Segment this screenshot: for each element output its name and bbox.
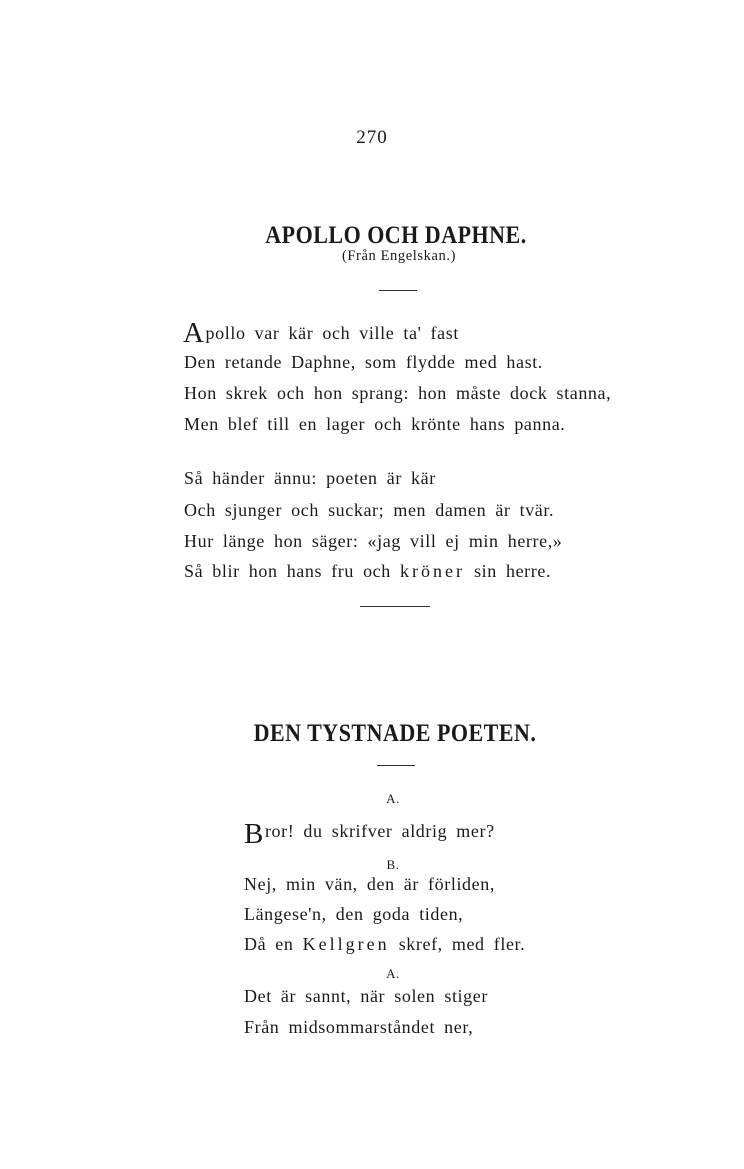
- title-divider: [379, 290, 417, 291]
- poem2-line3: Längese'n, den goda tiden,: [244, 904, 464, 924]
- poem2-line4-start: Då en: [244, 934, 294, 954]
- poem2-line4-emphasis: Kellgren: [302, 934, 390, 954]
- stanza1-line4: Men blef till en lager och krönte hans panna.: [184, 414, 566, 434]
- drop-initial: A: [183, 317, 205, 349]
- stanza1-line1-text: pollo var kär och ville ta' fast: [205, 323, 459, 343]
- stanza2-line4: [184, 561, 551, 582]
- speaker-a: A.: [386, 791, 400, 806]
- poem-title-apollo-och-daphne: APOLLO OCH DAPHNE.: [265, 220, 527, 249]
- stanza2-line2: Och sjunger och suckar; men damen är tvär.: [184, 500, 555, 520]
- stanza2-line4-start: Så blir hon hans fru och: [184, 561, 391, 581]
- poem-title-den-tystnade-poeten: DEN TYSTNADE POETEN.: [253, 718, 537, 747]
- poem2-line4-end: skref, med fler.: [398, 934, 526, 954]
- speaker-a-2: A.: [386, 966, 400, 981]
- speaker-b: B.: [386, 857, 400, 872]
- title-divider-2: [377, 765, 415, 766]
- stanza2-line4-end: sin herre.: [474, 561, 552, 581]
- poem2-line5: Det är sannt, när solen stiger: [244, 986, 488, 1006]
- stanza1-line1: [183, 319, 459, 348]
- stanza2-line4-emphasis: kröner: [399, 561, 465, 581]
- poem-end-divider: [360, 606, 430, 607]
- poem2-line6: Från midsommarståndet ner,: [244, 1017, 474, 1037]
- drop-initial: B: [244, 818, 264, 850]
- stanza2-line1: Så händer ännu: poeten är kär: [184, 468, 436, 488]
- poem2-line1-text: ror! du skrifver aldrig mer?: [264, 821, 495, 841]
- page-number: 270: [356, 127, 388, 148]
- poem2-line4: [244, 934, 525, 955]
- stanza1-line3: Hon skrek och hon sprang: hon måste dock stanna,: [184, 383, 612, 403]
- poem2-line2: Nej, min vän, den är förliden,: [244, 874, 495, 894]
- poem-subtitle: (Från Engelskan.): [341, 248, 457, 264]
- poem2-line1: [244, 820, 495, 849]
- stanza1-line2: Den retande Daphne, som flydde med hast.: [184, 352, 543, 372]
- stanza2-line3: Hur länge hon säger: «jag vill ej min herre,»: [184, 531, 563, 551]
